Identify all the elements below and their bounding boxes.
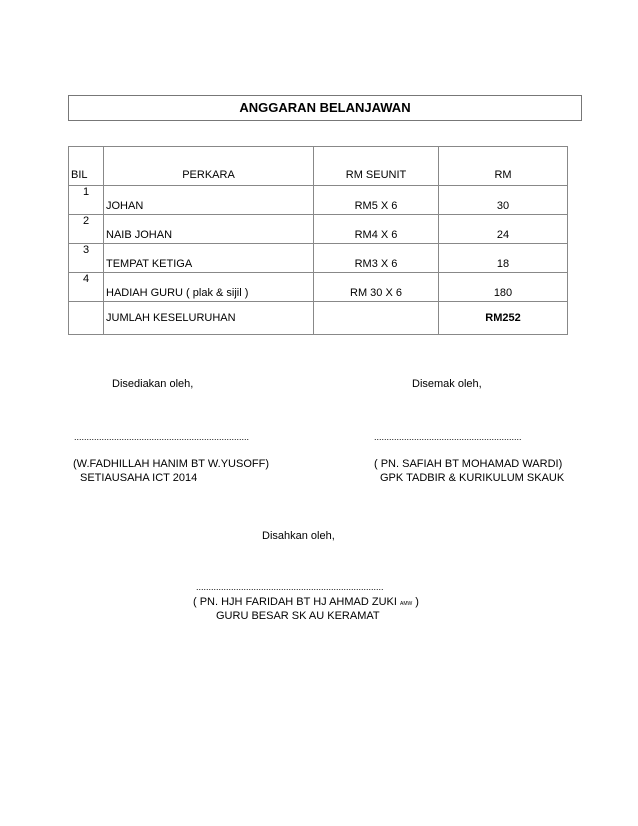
row-perkara: NAIB JOHAN (104, 215, 314, 244)
table-header-row (69, 147, 568, 186)
signature-line-center: ........................................................................... (196, 582, 384, 592)
row-bil: 2 (69, 215, 104, 230)
header-unit: RM SEUNIT (314, 147, 439, 186)
checker-title: GPK TADBIR & KURIKULUM SKAUK (380, 472, 565, 484)
header-rm: RM (439, 147, 568, 186)
signature-line-right: ........................................................... (374, 432, 522, 442)
table-row (69, 186, 568, 201)
row-bil: 4 (69, 273, 104, 288)
row-perkara: JOHAN (104, 186, 314, 215)
row-bil: 1 (69, 186, 104, 201)
table-row (69, 273, 568, 288)
approver-title: GURU BESAR SK AU KERAMAT (216, 610, 380, 622)
prepared-by-label: Disediakan oleh, (112, 378, 194, 390)
row-unit: RM 30 X 6 (314, 273, 439, 302)
header-perkara: PERKARA (104, 147, 314, 186)
signature-line-left: ...................................................................... (74, 432, 250, 442)
row-rm: 24 (439, 215, 568, 244)
preparer-title: SETIAUSAHA ICT 2014 (80, 472, 198, 484)
approved-by-label: Disahkan oleh, (262, 530, 335, 542)
row-unit: RM3 X 6 (314, 244, 439, 273)
total-row (69, 302, 568, 335)
approver-suffix: AMW (400, 601, 413, 607)
approver-close: ) (415, 596, 419, 608)
row-rm: 30 (439, 186, 568, 215)
row-rm: 180 (439, 273, 568, 302)
row-unit: RM5 X 6 (314, 186, 439, 215)
page-title: ANGGARAN BELANJAWAN (68, 95, 582, 121)
row-perkara: TEMPAT KETIGA (104, 244, 314, 273)
checker-name: ( PN. SAFIAH BT MOHAMAD WARDI) (374, 458, 563, 470)
preparer-name: (W.FADHILLAH HANIM BT W.YUSOFF) (73, 458, 269, 470)
approver-name: ( PN. HJH FARIDAH BT HJ AHMAD ZUKI (193, 596, 397, 608)
approver-name-line (193, 596, 419, 608)
row-rm: 18 (439, 244, 568, 273)
table-row (69, 244, 568, 259)
row-bil: 3 (69, 244, 104, 259)
checked-by-label: Disemak oleh, (412, 378, 482, 390)
budget-table (68, 146, 568, 335)
header-bil: BIL (69, 147, 104, 186)
row-unit: RM4 X 6 (314, 215, 439, 244)
total-value: RM252 (439, 302, 568, 335)
table-row (69, 215, 568, 230)
row-perkara: HADIAH GURU ( plak & sijil ) (104, 273, 314, 302)
total-label: JUMLAH KESELURUHAN (104, 302, 314, 335)
